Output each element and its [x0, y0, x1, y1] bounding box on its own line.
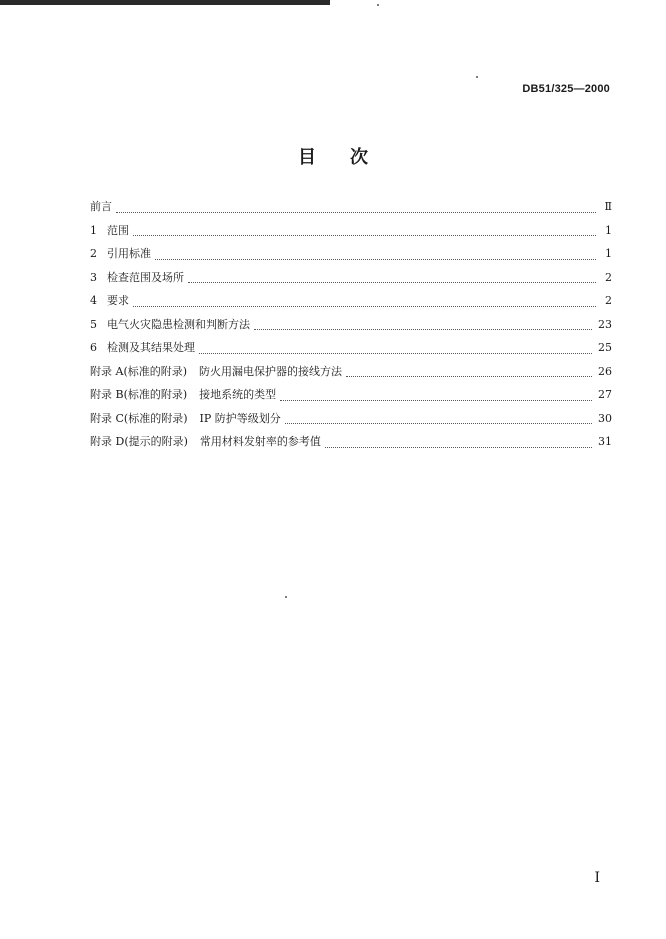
toc-entry-subtitle: 防火用漏电保护器的接线方法	[199, 364, 343, 378]
toc-dot-leader	[280, 399, 592, 401]
toc-dot-leader	[188, 281, 596, 283]
toc-entry-number: 6	[90, 341, 97, 354]
toc-entry-title: 检测及其结果处理	[107, 341, 195, 354]
toc-entry-number: 5	[90, 317, 97, 331]
toc-entry[interactable]	[90, 292, 612, 316]
table-of-contents	[90, 198, 612, 457]
toc-entry-title: 引用标准	[107, 247, 151, 260]
document-code: DB51/325—2000	[522, 83, 610, 95]
toc-entry-page: Ⅱ	[604, 200, 612, 213]
toc-entry-number: 4	[90, 294, 97, 307]
toc-entry-page: 23	[598, 317, 612, 331]
scan-speck	[476, 76, 478, 78]
toc-entry-title: 前言	[90, 200, 112, 213]
toc-entry-title: 检查范围及场所	[107, 270, 184, 284]
toc-dot-leader	[285, 422, 592, 424]
toc-dot-leader	[155, 258, 596, 260]
toc-entry-number: 3	[90, 270, 97, 284]
toc-entry-subtitle: 接地系统的类型	[199, 388, 277, 401]
scan-edge-mark	[0, 0, 330, 5]
toc-entry-page: 2	[605, 270, 612, 284]
toc-entry[interactable]	[90, 269, 612, 293]
toc-entry-page: 26	[598, 364, 612, 378]
toc-entry-subtitle: IP 防护等级划分	[199, 411, 281, 425]
toc-entry-page: 27	[598, 388, 612, 401]
toc-entry[interactable]	[90, 339, 612, 363]
toc-dot-leader	[133, 234, 596, 236]
toc-dot-leader	[116, 211, 596, 213]
toc-entry[interactable]	[90, 316, 612, 340]
toc-entry-title: 电气火灾隐患检测和判断方法	[107, 317, 250, 331]
toc-entry[interactable]	[90, 363, 612, 387]
toc-entry-page: 31	[598, 435, 612, 448]
toc-entry-page: 30	[598, 411, 612, 425]
toc-dot-leader	[346, 375, 592, 377]
toc-entry[interactable]	[90, 222, 612, 246]
toc-entry[interactable]	[90, 198, 612, 222]
page-number: Ⅰ	[594, 870, 600, 886]
toc-entry[interactable]	[90, 410, 612, 434]
toc-entry-title: 附录 C(标准的附录)	[90, 411, 188, 425]
toc-dot-leader	[133, 305, 596, 307]
toc-entry[interactable]	[90, 245, 612, 269]
toc-entry[interactable]	[90, 386, 612, 410]
toc-entry-subtitle: 常用材料发射率的参考值	[199, 435, 321, 448]
toc-entry[interactable]	[90, 433, 612, 457]
toc-dot-leader	[199, 352, 592, 354]
toc-entry-number: 2	[90, 247, 97, 260]
toc-entry-title: 范围	[107, 223, 129, 237]
toc-entry-title: 附录 B(标准的附录)	[90, 388, 188, 401]
toc-entry-title: 附录 A(标准的附录)	[90, 364, 188, 378]
toc-entry-page: 1	[605, 247, 612, 260]
toc-dot-leader	[254, 328, 592, 330]
scan-speck	[377, 4, 379, 6]
toc-entry-page: 2	[605, 294, 612, 307]
toc-entry-page: 1	[605, 223, 612, 237]
toc-dot-leader	[325, 446, 592, 448]
toc-entry-title: 要求	[107, 294, 129, 307]
toc-entry-title: 附录 D(提示的附录)	[90, 435, 188, 448]
toc-entry-number: 1	[90, 223, 97, 237]
toc-entry-page: 25	[598, 341, 612, 354]
scan-speck	[285, 596, 287, 598]
page-title: 目次	[298, 147, 402, 168]
